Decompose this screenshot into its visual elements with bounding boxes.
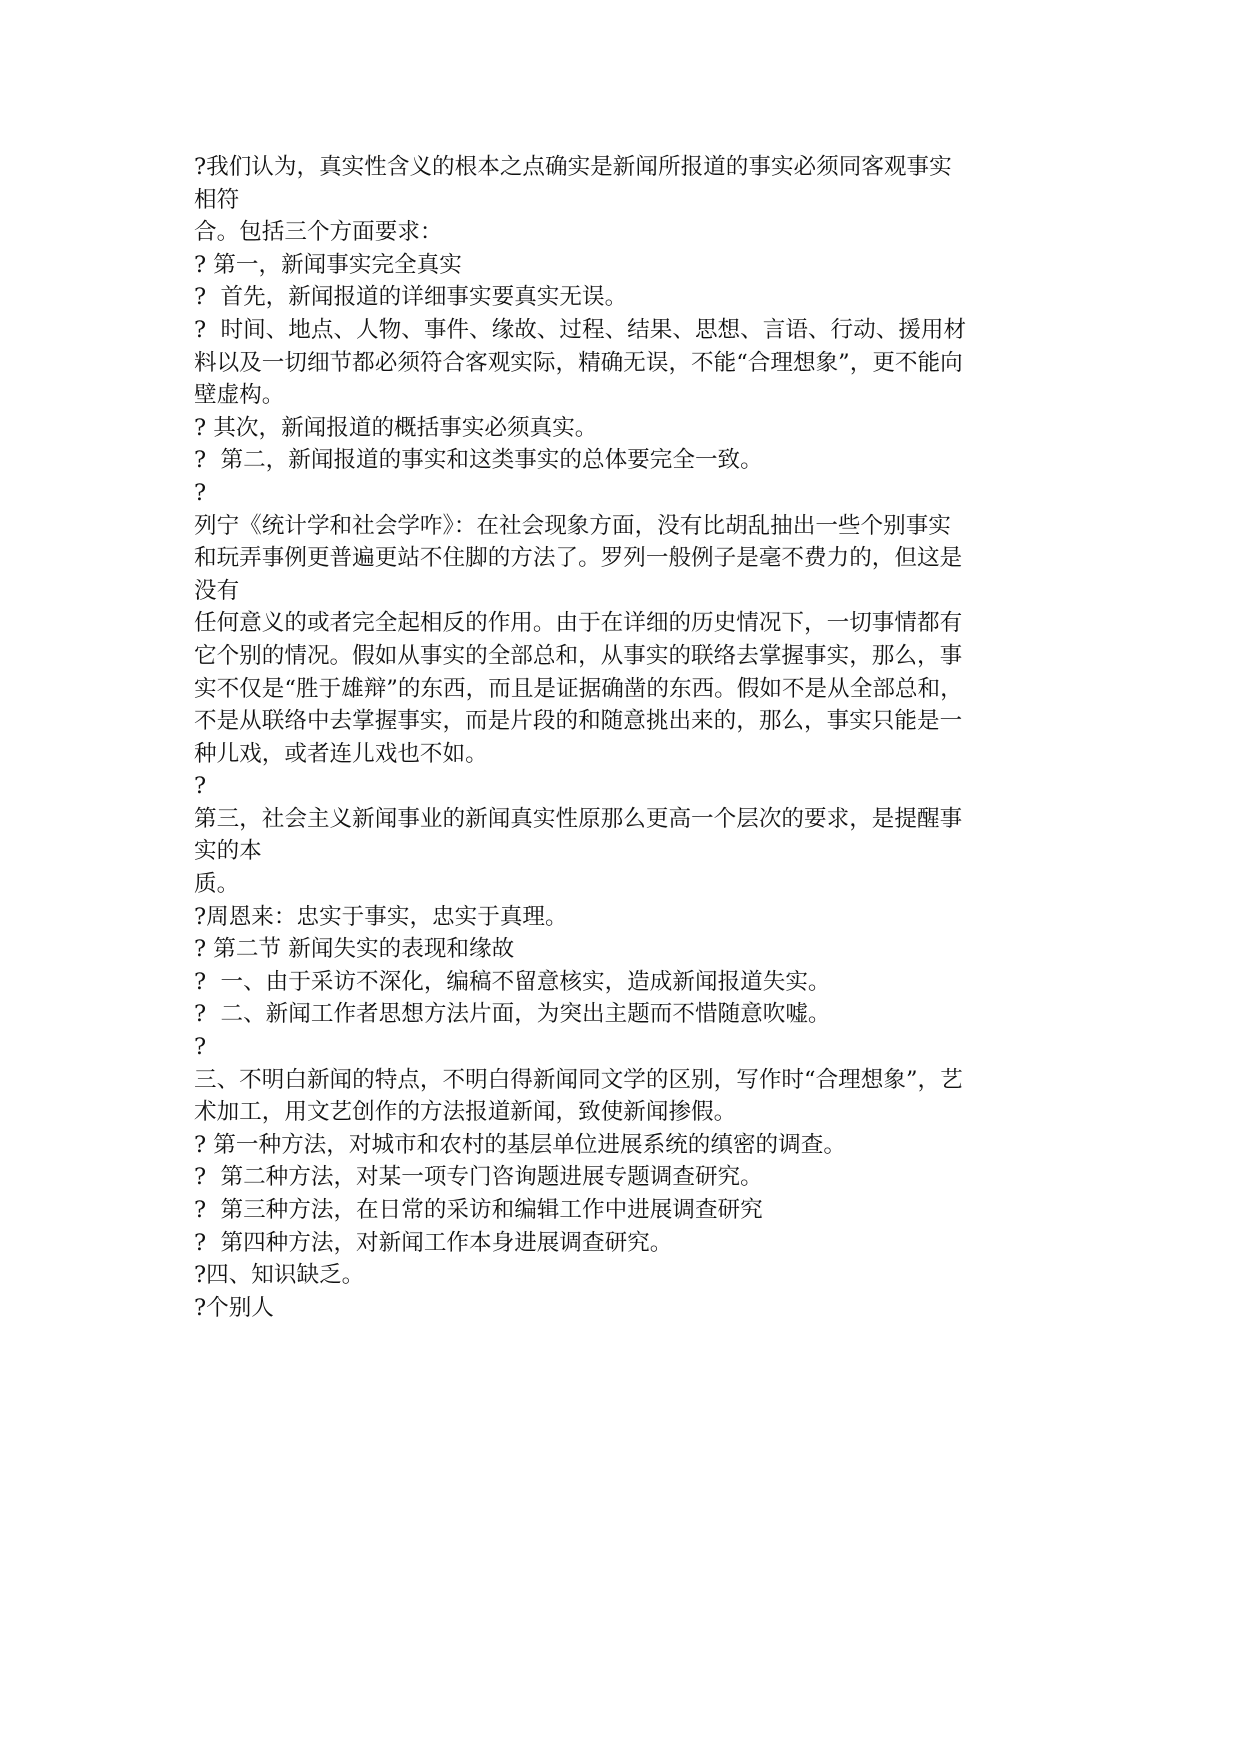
text-line: ?个别人 (194, 1294, 274, 1321)
document-body (194, 151, 1054, 1324)
text-line: 它个别的情况。假如从事实的全部总和，从事实的联络去掌握事实，那么，事 (194, 642, 963, 669)
text-line: 质。 (194, 871, 240, 898)
text-line: ?周恩来：忠实于事实，忠实于真理。 (194, 903, 568, 930)
text-line: 相符 (194, 186, 240, 213)
text-line: ? 一、由于采访不深化，编稿不留意核实，造成新闻报道失实。 (194, 968, 831, 995)
text-line: ? 其次，新闻报道的概括事实必须真实。 (194, 414, 598, 441)
text-line: 三、不明白新闻的特点，不明白得新闻同文学的区别，写作时“合理想象”，艺 (194, 1066, 963, 1093)
text-line: ? 二、新闻工作者思想方法片面，为突出主题而不惜随意吹嘘。 (194, 1001, 831, 1028)
text-line: ?我们认为，真实性含义的根本之点确实是新闻所报道的事实必须同客观事实 (194, 154, 952, 180)
text-line: ? 时间、地点、人物、事件、缘故、过程、结果、思想、言语、行动、援用材 (194, 316, 967, 343)
text-line: ? 第三种方法，在日常的采访和编辑工作中进展调查研究 (194, 1197, 763, 1223)
text-line: ? (194, 1034, 207, 1061)
text-line: 料以及一切细节都必须符合客观实际，精确无误，不能“合理想象”，更不能向 (194, 349, 963, 376)
text-line: ? 第四种方法，对新闻工作本身进展调查研究。 (194, 1229, 673, 1256)
text-line: 不是从联络中去掌握事实，而是片段的和随意挑出来的，那么，事实只能是一 (194, 708, 963, 735)
text-line: 没有 (194, 577, 240, 604)
text-line: 实不仅是“胜于雄辩”的东西，而且是证据确凿的东西。假如不是从全部总和， (194, 675, 963, 702)
text-line: 列宁《统计学和社会学咋》：在社会现象方面，没有比胡乱抽出一些个别事实 (194, 512, 951, 539)
text-line: ? 第一种方法，对城市和农村的基层单位进展系统的缜密的调查。 (194, 1131, 846, 1158)
text-line: ?四、知识缺乏。 (194, 1262, 365, 1289)
text-line: 种儿戏，或者连儿戏也不如。 (194, 740, 488, 767)
text-line: ? 第二节 新闻失实的表现和缘故 (194, 936, 515, 963)
text-line: 合。包括三个方面要求： (194, 219, 443, 246)
text-line: ? 第二，新闻报道的事实和这类事实的总体要完全一致。 (194, 447, 763, 474)
text-line: ? 第一，新闻事实完全真实 (194, 251, 462, 278)
text-line: 第三，社会主义新闻事业的新闻真实性原那么更高一个层次的要求，是提醒事 (194, 805, 963, 832)
text-line: 实的本 (194, 838, 262, 865)
text-line: 壁虚构。 (194, 382, 285, 409)
text-line: 和玩弄事例更普遍更站不住脚的方法了。罗列一般例子是毫不费力的，但这是 (194, 545, 963, 572)
text-line: 任何意义的或者完全起相反的作用。由于在详细的历史情况下，一切事情都有 (194, 610, 963, 637)
text-line: 术加工，用文艺创作的方法报道新闻，致使新闻掺假。 (194, 1099, 737, 1126)
text-line: ? 首先，新闻报道的详细事实要真实无误。 (194, 284, 628, 311)
text-line: ? 第二种方法，对某一项专门咨询题进展专题调查研究。 (194, 1164, 763, 1191)
text-line: ? (194, 773, 207, 800)
text-line: ? (194, 479, 207, 506)
